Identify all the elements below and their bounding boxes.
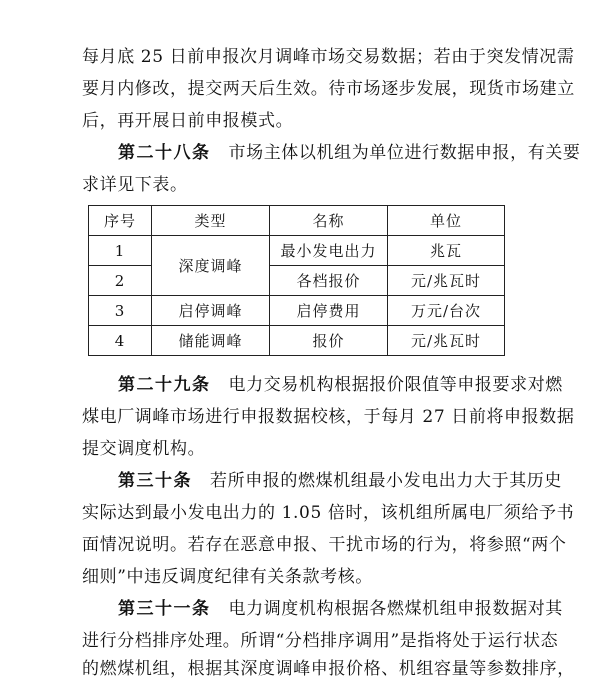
article-30-first-line — [118, 468, 562, 494]
paragraph-line: 求详见下表。 — [82, 175, 188, 195]
declaration-table — [88, 205, 505, 356]
article-31-title: 第三十一条 — [118, 599, 211, 619]
paragraph-line: 要月内修改，提交两天后生效。待市场逐步发展，现货市场建立 — [82, 79, 575, 99]
table-cell-type: 启停调峰 — [152, 296, 270, 326]
table-cell-name: 启停费用 — [270, 296, 388, 326]
paragraph-line: 提交调度机构。 — [82, 439, 206, 459]
table-cell-no: 2 — [89, 266, 152, 296]
table-row — [89, 296, 505, 326]
table-cell-name: 最小发电出力 — [270, 236, 388, 266]
table-cell-unit: 万元/台次 — [388, 296, 505, 326]
table-cell-unit: 兆瓦 — [388, 236, 505, 266]
table-cell-unit: 元/兆瓦时 — [388, 266, 505, 296]
table-cell-no: 3 — [89, 296, 152, 326]
table-cell-no: 1 — [89, 236, 152, 266]
table-row — [89, 266, 505, 296]
article-30-title: 第三十条 — [118, 471, 192, 491]
paragraph-line: 细则”中违反调度纪律有关条款考核。 — [82, 567, 373, 587]
table-cell-name: 各档报价 — [270, 266, 388, 296]
table-header-cell: 类型 — [152, 206, 270, 236]
paragraph-line: 每月底 25 日前申报次月调峰市场交易数据；若由于突发情况需 — [82, 47, 575, 67]
table-cell-name: 报价 — [270, 326, 388, 356]
table-cell-no: 4 — [89, 326, 152, 356]
table-header-cell: 名称 — [270, 206, 388, 236]
article-29-text: 电力交易机构根据报价限值等申报要求对燃 — [228, 375, 563, 395]
article-30-text: 若所申报的燃煤机组最小发电出力大于其历史 — [210, 471, 562, 491]
table-cell-unit: 元/兆瓦时 — [388, 326, 505, 356]
paragraph-line: 实际达到最小发电出力的 1.05 倍时，该机组所属电厂须给予书 — [82, 503, 575, 523]
article-31-first-line — [118, 596, 563, 622]
table-header-row — [89, 206, 505, 236]
article-28-text: 市场主体以机组为单位进行数据申报，有关要 — [228, 143, 581, 163]
article-31-text: 电力调度机构根据各燃煤机组申报数据对其 — [228, 599, 563, 619]
table-cell-type: 深度调峰 — [152, 236, 270, 296]
table-row — [89, 326, 505, 356]
table-cell-type: 储能调峰 — [152, 326, 270, 356]
table-row — [89, 236, 505, 266]
paragraph-line: 面情况说明。若存在恶意申报、干扰市场的行为，将参照“两个 — [82, 535, 567, 555]
article-28-title: 第二十八条 — [118, 143, 211, 163]
paragraph-line: 煤电厂调峰市场进行申报数据校核，于每月 27 日前将申报数据 — [82, 407, 575, 427]
table-header-cell: 序号 — [89, 206, 152, 236]
article-29-first-line — [118, 372, 563, 398]
article-28-first-line — [118, 140, 581, 166]
table-header-cell: 单位 — [388, 206, 505, 236]
paragraph-line: 后，再开展日前申报模式。 — [82, 111, 294, 131]
paragraph-line: 的燃煤机组，根据其深度调峰申报价格、机组容量等参数排序， — [82, 659, 575, 679]
article-29-title: 第二十九条 — [118, 375, 211, 395]
paragraph-line: 进行分档排序处理。所谓“分档排序调用”是指将处于运行状态 — [82, 631, 559, 651]
